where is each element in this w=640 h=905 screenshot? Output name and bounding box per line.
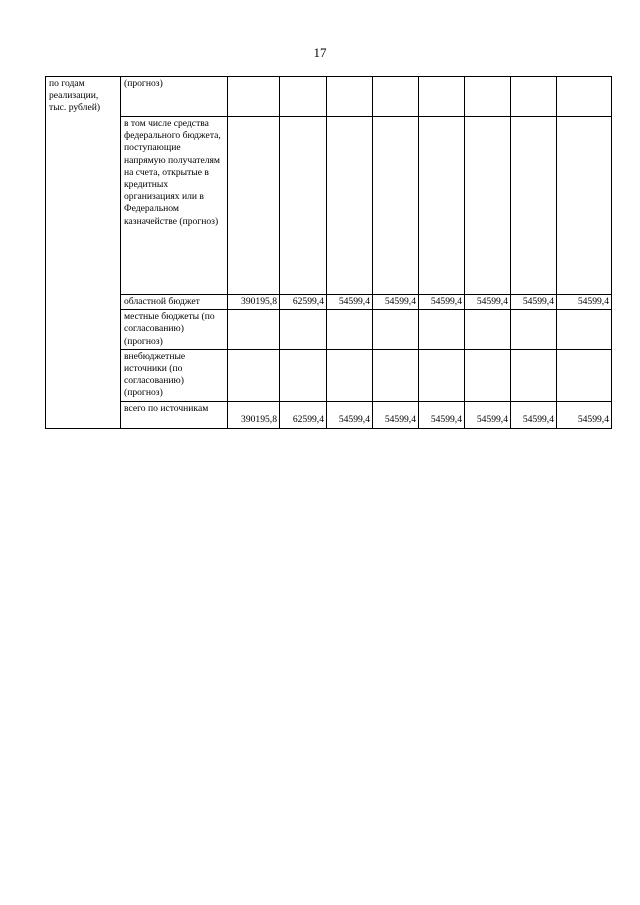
value-cell [557, 77, 612, 117]
value-cell: 54599,4 [511, 295, 557, 310]
value-cell: 54599,4 [327, 401, 373, 428]
value-cell [280, 77, 327, 117]
table-row [46, 117, 612, 295]
value-cell: 54599,4 [465, 295, 511, 310]
row-header-cell: по годам реализации, тыс. рублей) [46, 77, 121, 429]
value-cell [557, 310, 612, 350]
value-cell [228, 77, 280, 117]
value-cell [465, 349, 511, 401]
value-cell [228, 310, 280, 350]
value-cell [327, 310, 373, 350]
value-cell [511, 77, 557, 117]
value-cell [465, 77, 511, 117]
source-label: местные бюджеты (по согласованию) (прогноз) [121, 310, 228, 350]
value-cell: 54599,4 [327, 295, 373, 310]
value-cell [557, 349, 612, 401]
source-label: всего по источникам [121, 401, 228, 428]
value-cell: 54599,4 [465, 401, 511, 428]
source-label: в том числе средства федерального бюджета, поступающие напрямую получателям на счета, открытые в кредитных организациях или в Федеральном казначействе (прогноз) [121, 117, 228, 295]
source-label: внебюджетные источники (по согласованию) (прогноз) [121, 349, 228, 401]
value-cell [465, 310, 511, 350]
value-cell [373, 310, 419, 350]
value-cell [228, 117, 280, 295]
value-cell [327, 77, 373, 117]
table-row [46, 401, 612, 428]
value-cell [228, 349, 280, 401]
value-cell [419, 349, 465, 401]
value-cell [280, 310, 327, 350]
value-cell [419, 310, 465, 350]
table-row [46, 77, 612, 117]
value-cell: 54599,4 [511, 401, 557, 428]
value-cell [511, 349, 557, 401]
value-cell [373, 349, 419, 401]
value-cell [280, 349, 327, 401]
value-cell [419, 117, 465, 295]
value-cell: 390195,8 [228, 295, 280, 310]
source-label: (прогноз) [121, 77, 228, 117]
value-cell: 390195,8 [228, 401, 280, 428]
value-cell: 62599,4 [280, 401, 327, 428]
value-cell [511, 310, 557, 350]
value-cell: 54599,4 [557, 295, 612, 310]
funding-table [45, 76, 612, 429]
value-cell [419, 77, 465, 117]
value-cell [280, 117, 327, 295]
value-cell: 54599,4 [419, 295, 465, 310]
value-cell [327, 349, 373, 401]
value-cell [511, 117, 557, 295]
value-cell [327, 117, 373, 295]
value-cell: 54599,4 [373, 295, 419, 310]
value-cell [373, 77, 419, 117]
table-row [46, 295, 612, 310]
value-cell [465, 117, 511, 295]
value-cell: 54599,4 [373, 401, 419, 428]
source-label: областной бюджет [121, 295, 228, 310]
value-cell [557, 117, 612, 295]
page-number: 17 [313, 45, 327, 60]
value-cell: 54599,4 [419, 401, 465, 428]
table-row [46, 310, 612, 350]
table-row [46, 349, 612, 401]
value-cell: 54599,4 [557, 401, 612, 428]
value-cell [373, 117, 419, 295]
value-cell: 62599,4 [280, 295, 327, 310]
